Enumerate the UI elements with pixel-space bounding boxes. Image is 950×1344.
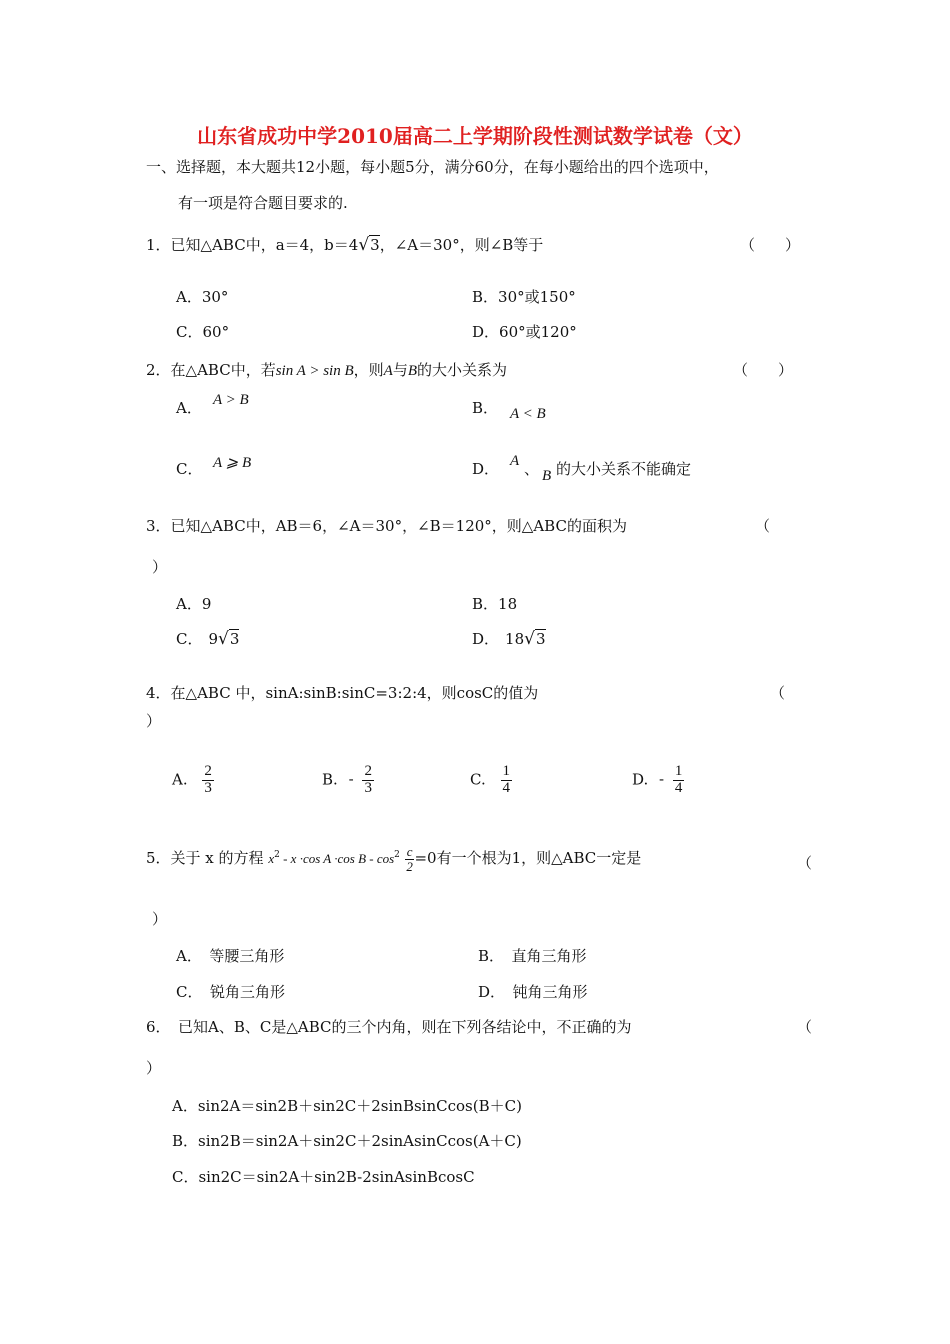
q3-option-a: A．9: [176, 595, 212, 613]
q2-text-pre: 2．在△ABC中，若: [146, 361, 276, 379]
q6-option-b: B．sin2B＝sin2A＋sin2C＋2sinAsinCcos(A＋C): [172, 1132, 522, 1150]
q5-paren-open: （: [797, 854, 813, 872]
q2-option-d-text: 的大小关系不能确定: [556, 460, 692, 478]
q5-option-c: C． 锐角三角形: [176, 983, 285, 1001]
q2-option-d-sep: 、: [524, 460, 540, 478]
q5-text-pre: 5．关于 x 的方程: [146, 849, 264, 868]
q2-text-mid1: ，则: [353, 361, 384, 379]
q4-option-a: [172, 764, 214, 797]
q3-option-c: [176, 628, 239, 649]
fraction-denominator: 3: [364, 779, 372, 796]
q5-option-d: D． 钝角三角形: [478, 983, 588, 1001]
q3-option-d-coef: 18: [505, 630, 525, 648]
fraction-numerator: 1: [502, 763, 510, 779]
q4-paren-open: （: [770, 684, 786, 702]
q4-option-d: [632, 764, 684, 797]
q2-option-d-label: D．: [472, 460, 500, 478]
fraction-denominator: 2: [406, 858, 413, 874]
q1-option-c: C．60°: [176, 323, 230, 341]
q2-var-b: B: [407, 363, 417, 379]
q5-eq-fraction: [405, 845, 415, 873]
q1-option-d: D．60°或120°: [472, 323, 577, 341]
fraction-denominator: 4: [674, 779, 683, 796]
q4-option-d-sign: -: [659, 770, 665, 789]
q4-option-d-label: D.: [632, 770, 649, 789]
q4-option-c-label: C.: [470, 770, 486, 789]
q5-eq-sup: 2: [274, 850, 280, 861]
q4-option-c: [470, 764, 512, 797]
q6-option-c: C．sin2C＝sin2A＋sin2B-2sinAsinBcosC: [172, 1168, 475, 1186]
q2-option-b-expr: A < B: [510, 406, 546, 422]
q1-text-part1: 1．已知△ABC中，a＝4，b＝4: [146, 236, 359, 254]
sqrt-symbol: √: [524, 629, 535, 649]
q4-option-a-label: A.: [172, 770, 188, 789]
q5-eq-sup2: 2: [394, 850, 400, 861]
section-heading-line2: 有一项是符合题目要求的.: [178, 194, 348, 212]
q2-condition: sin A > sin B: [275, 363, 354, 379]
q1-text-part2: ，∠A＝30°，则∠B等于: [379, 236, 544, 254]
q4-option-b-label: B.: [322, 770, 338, 789]
q4-option-d-fraction: [673, 764, 685, 797]
q4-option-b-fraction: [362, 764, 374, 797]
q2-text-post: 的大小关系为: [417, 361, 508, 379]
q5-stem: [146, 845, 641, 873]
q4-option-b: [322, 764, 374, 797]
q1-option-b: B．30°或150°: [472, 288, 576, 306]
exam-title: 山东省成功中学2010届高二上学期阶段性测试数学试卷（文）: [197, 124, 753, 148]
q5-eq-end: =0: [414, 849, 437, 868]
q4-option-c-fraction: [501, 764, 513, 797]
q5-eq-middle: - x ·cos A ·cos B - cos: [279, 851, 395, 867]
q6-stem: 6． 已知A、B、C是△ABC的三个内角，则在下列各结论中，不正确的为: [146, 1018, 632, 1036]
q3-option-d: [472, 628, 546, 649]
q2-option-d-var-b: B: [542, 468, 552, 484]
q4-stem: 4．在△ABC 中，sinA:sinB:sinC=3:2:4，则cosC的值为: [146, 684, 539, 702]
q3-option-c-rad: 3: [229, 630, 240, 648]
q4-paren-close: ）: [146, 712, 162, 730]
sqrt-symbol: √: [358, 235, 370, 255]
q3-option-d-label: D．: [472, 630, 500, 648]
q6-paren-open: （: [797, 1018, 813, 1036]
q2-option-a-expr: A > B: [213, 392, 249, 408]
q1-stem: [146, 234, 543, 255]
q2-option-b-label: B．: [472, 399, 499, 417]
q4-option-a-fraction: [202, 764, 214, 797]
q1-answer-paren: （ ）: [740, 236, 801, 254]
q3-stem: 3．已知△ABC中，AB＝6，∠A＝30°，∠B＝120°，则△ABC的面积为: [146, 517, 627, 535]
q3-paren-open: （: [755, 517, 771, 535]
q2-option-c-expr: A ⩾ B: [213, 455, 252, 471]
fraction-numerator: 2: [364, 763, 372, 779]
q1-option-a: A．30°: [176, 288, 229, 306]
q6-option-a: A．sin2A＝sin2B＋sin2C＋2sinBsinCcos(B＋C): [172, 1097, 522, 1115]
q3-option-b: B．18: [472, 595, 518, 613]
q3-option-c-label: C．: [176, 630, 203, 648]
q5-option-b: B． 直角三角形: [478, 947, 587, 965]
q5-option-a: A． 等腰三角形: [176, 947, 285, 965]
q2-var-a: A: [383, 363, 393, 379]
q1-sqrt-arg: 3: [370, 236, 380, 254]
fraction-numerator: 1: [674, 763, 683, 779]
fraction-numerator: c: [406, 844, 413, 859]
q4-option-b-sign: -: [348, 770, 354, 789]
q2-option-d-var-a: A: [510, 453, 520, 469]
q3-paren-close: ）: [152, 558, 168, 576]
q3-option-c-coef: 9: [208, 630, 219, 648]
q2-option-c-label: C．: [176, 460, 203, 478]
q5-text-post: 有一个根为1，则△ABC一定是: [436, 849, 642, 868]
fraction-denominator: 3: [204, 779, 212, 796]
q5-eq-x: x: [268, 851, 275, 867]
q2-answer-paren: （ ）: [733, 361, 794, 379]
q3-option-d-rad: 3: [535, 630, 546, 648]
q5-paren-close: ）: [152, 910, 168, 928]
q6-paren-close: ）: [146, 1059, 162, 1077]
q2-stem: [146, 359, 507, 380]
q2-text-mid2: 与: [392, 361, 408, 379]
section-heading-line1: 一、选择题，本大题共12小题，每小题5分，满分60分，在每小题给出的四个选项中，: [146, 158, 719, 176]
q2-option-a-label: A．: [176, 399, 202, 417]
fraction-denominator: 4: [502, 779, 510, 796]
sqrt-symbol: √: [218, 629, 229, 649]
fraction-numerator: 2: [204, 763, 212, 779]
